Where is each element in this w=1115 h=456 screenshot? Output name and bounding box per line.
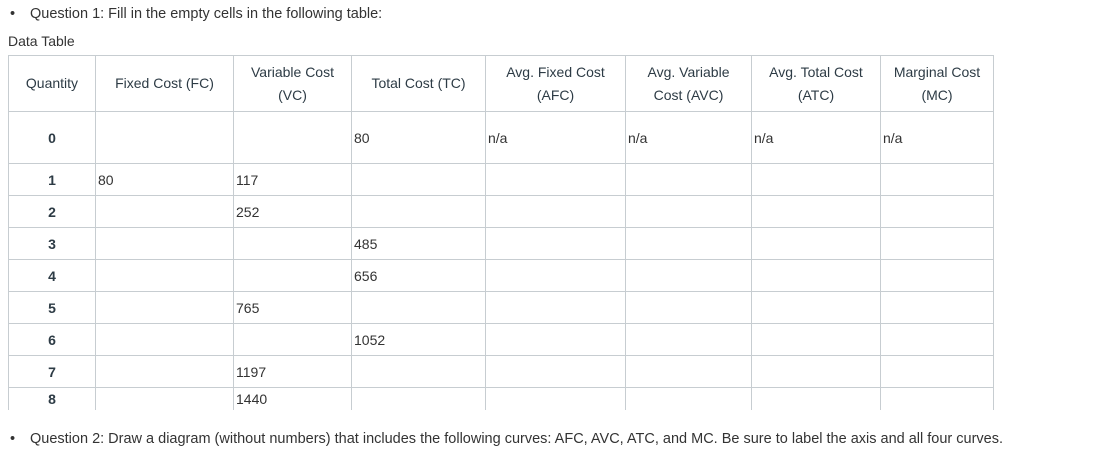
cell-avg-variable-cost[interactable]	[626, 260, 752, 292]
cell-quantity: 5	[9, 292, 96, 324]
cell-avg-variable-cost[interactable]	[626, 324, 752, 356]
header-fixed-cost: Fixed Cost (FC)	[96, 56, 234, 112]
cell-quantity: 8	[9, 388, 96, 411]
table-caption: Data Table	[8, 33, 75, 49]
cell-avg-fixed-cost[interactable]	[486, 356, 626, 388]
cell-marginal-cost[interactable]	[881, 196, 994, 228]
cell-marginal-cost[interactable]	[881, 260, 994, 292]
cell-fixed-cost[interactable]	[96, 324, 234, 356]
cell-avg-total-cost[interactable]	[752, 164, 881, 196]
cell-avg-variable-cost[interactable]	[626, 388, 752, 411]
cell-avg-total-cost[interactable]	[752, 228, 881, 260]
cell-total-cost[interactable]: 656	[352, 260, 486, 292]
table-row	[9, 196, 994, 228]
table-row	[9, 292, 994, 324]
cell-total-cost[interactable]	[352, 196, 486, 228]
header-marginal-cost: Marginal Cost (MC)	[881, 56, 994, 112]
cell-avg-variable-cost[interactable]	[626, 356, 752, 388]
question-1-text: Question 1: Fill in the empty cells in the following table:	[30, 6, 383, 22]
cell-avg-fixed-cost[interactable]	[486, 292, 626, 324]
cell-marginal-cost[interactable]: n/a	[881, 112, 994, 164]
question-1-item	[10, 4, 382, 24]
header-avg-fixed-cost: Avg. Fixed Cost (AFC)	[486, 56, 626, 112]
cell-total-cost[interactable]	[352, 356, 486, 388]
cell-avg-variable-cost[interactable]	[626, 164, 752, 196]
cell-total-cost[interactable]: 80	[352, 112, 486, 164]
cell-quantity: 4	[9, 260, 96, 292]
cell-avg-variable-cost[interactable]: n/a	[626, 112, 752, 164]
cell-marginal-cost[interactable]	[881, 164, 994, 196]
cell-total-cost[interactable]: 1052	[352, 324, 486, 356]
cell-variable-cost[interactable]: 117	[234, 164, 352, 196]
table-row	[9, 324, 994, 356]
cell-marginal-cost[interactable]	[881, 388, 994, 411]
cell-quantity: 2	[9, 196, 96, 228]
cell-avg-total-cost[interactable]	[752, 260, 881, 292]
cell-quantity: 7	[9, 356, 96, 388]
cell-avg-fixed-cost[interactable]	[486, 164, 626, 196]
cell-variable-cost[interactable]: 1197	[234, 356, 352, 388]
header-quantity: Quantity	[9, 56, 96, 112]
cell-avg-fixed-cost[interactable]	[486, 388, 626, 411]
cell-avg-total-cost[interactable]	[752, 324, 881, 356]
cell-avg-fixed-cost[interactable]	[486, 260, 626, 292]
cell-fixed-cost[interactable]	[96, 292, 234, 324]
cell-avg-total-cost[interactable]	[752, 292, 881, 324]
question-2-text: Question 2: Draw a diagram (without numbers) that includes the following curves: AFC, AVC, ATC, and MC. Be sure to label the axis and all four curves.	[30, 431, 1004, 447]
table-row	[9, 356, 994, 388]
table-row	[9, 228, 994, 260]
cell-avg-variable-cost[interactable]	[626, 196, 752, 228]
cell-variable-cost[interactable]	[234, 112, 352, 164]
cell-variable-cost[interactable]	[234, 324, 352, 356]
bullet-icon: •	[10, 431, 16, 447]
cell-variable-cost[interactable]	[234, 260, 352, 292]
cell-avg-total-cost[interactable]	[752, 196, 881, 228]
cell-fixed-cost[interactable]	[96, 196, 234, 228]
cell-quantity: 1	[9, 164, 96, 196]
cell-quantity: 6	[9, 324, 96, 356]
table-row	[9, 388, 994, 411]
cell-avg-fixed-cost[interactable]: n/a	[486, 112, 626, 164]
cell-total-cost[interactable]	[352, 292, 486, 324]
cell-avg-total-cost[interactable]: n/a	[752, 112, 881, 164]
cell-variable-cost[interactable]	[234, 228, 352, 260]
cell-fixed-cost[interactable]	[96, 356, 234, 388]
cell-fixed-cost[interactable]	[96, 388, 234, 411]
header-variable-cost: Variable Cost (VC)	[234, 56, 352, 112]
cell-variable-cost[interactable]: 1440	[234, 388, 352, 411]
cell-marginal-cost[interactable]	[881, 228, 994, 260]
cell-avg-total-cost[interactable]	[752, 388, 881, 411]
cell-marginal-cost[interactable]	[881, 356, 994, 388]
cell-avg-fixed-cost[interactable]	[486, 324, 626, 356]
cell-avg-fixed-cost[interactable]	[486, 228, 626, 260]
cell-variable-cost[interactable]: 765	[234, 292, 352, 324]
table-header-row	[9, 56, 994, 112]
cell-fixed-cost[interactable]	[96, 228, 234, 260]
cell-fixed-cost[interactable]	[96, 260, 234, 292]
bullet-icon: •	[10, 6, 16, 22]
cell-total-cost[interactable]	[352, 388, 486, 411]
cell-avg-fixed-cost[interactable]	[486, 196, 626, 228]
cell-variable-cost[interactable]: 252	[234, 196, 352, 228]
cell-marginal-cost[interactable]	[881, 292, 994, 324]
cell-quantity: 3	[9, 228, 96, 260]
cell-quantity: 0	[9, 112, 96, 164]
header-avg-variable-cost: Avg. Variable Cost (AVC)	[626, 56, 752, 112]
header-total-cost: Total Cost (TC)	[352, 56, 486, 112]
cell-avg-variable-cost[interactable]	[626, 292, 752, 324]
cell-total-cost[interactable]	[352, 164, 486, 196]
table-row	[9, 164, 994, 196]
table-row	[9, 260, 994, 292]
cell-avg-variable-cost[interactable]	[626, 228, 752, 260]
cost-data-table	[8, 55, 994, 410]
table-row	[9, 112, 994, 164]
cell-total-cost[interactable]: 485	[352, 228, 486, 260]
header-avg-total-cost: Avg. Total Cost (ATC)	[752, 56, 881, 112]
cell-fixed-cost[interactable]: 80	[96, 164, 234, 196]
cell-avg-total-cost[interactable]	[752, 356, 881, 388]
cell-fixed-cost[interactable]	[96, 112, 234, 164]
cell-marginal-cost[interactable]	[881, 324, 994, 356]
question-2-item	[10, 429, 1003, 449]
